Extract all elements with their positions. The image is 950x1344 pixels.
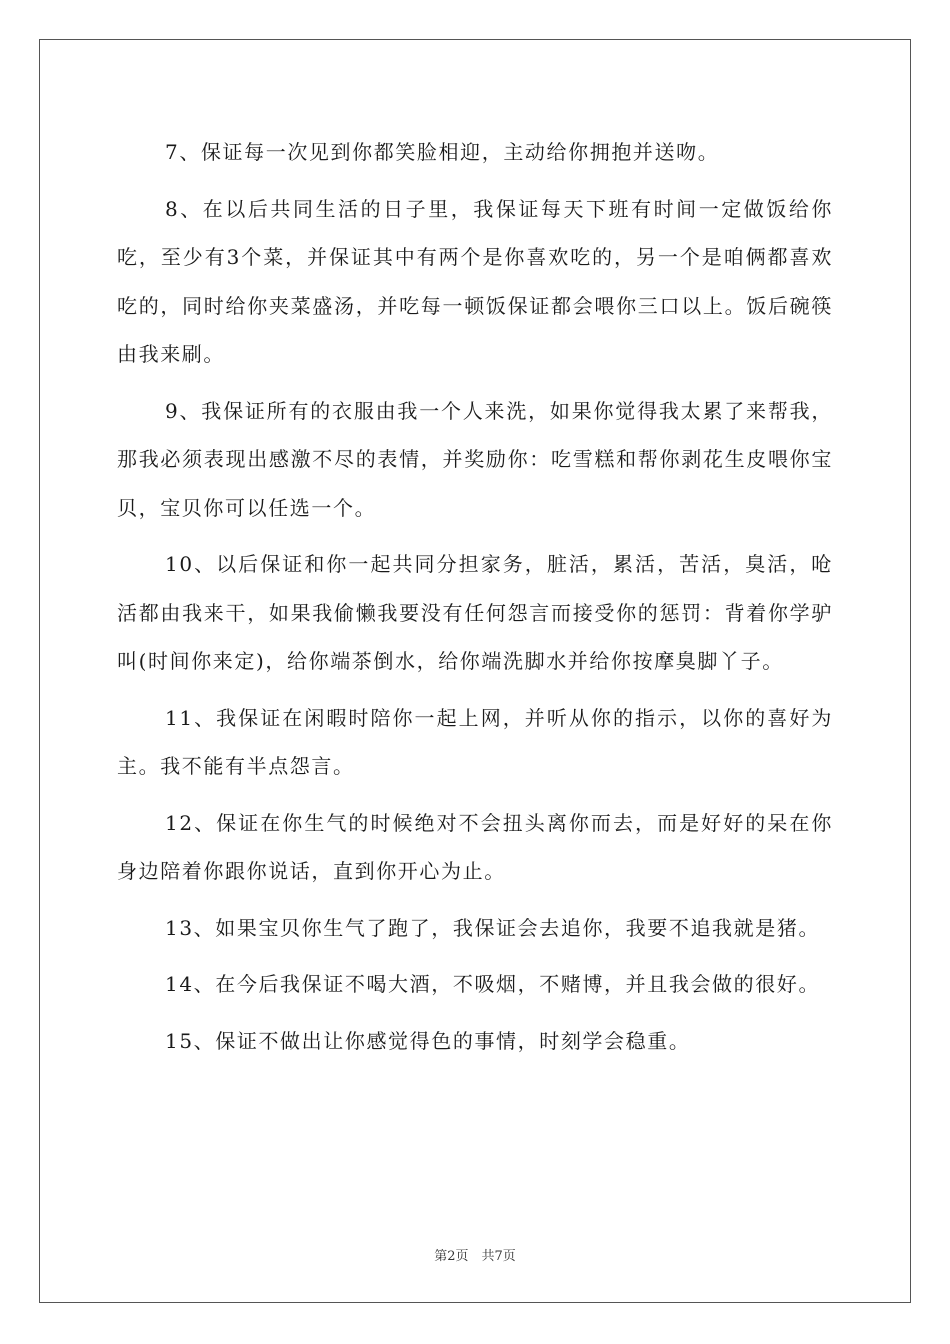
document-body <box>117 128 833 1073</box>
paragraph-14: 14、在今后我保证不喝大酒，不吸烟，不赌博，并且我会做的很好。 <box>165 972 821 996</box>
paragraph-7: 7、保证每一次见到你都笑脸相迎，主动给你拥抱并送吻。 <box>165 140 720 164</box>
paragraph-13: 13、如果宝贝你生气了跑了，我保证会去追你，我要不追我就是猪。 <box>165 915 821 940</box>
paragraph-12: 12、保证在你生气的时候绝对不会扭头离你而去，而是好好的呆在你身边陪着你跟你说话，直到你开心为止。 <box>117 810 833 883</box>
paragraph-15: 15、保证不做出让你感觉得色的事情，时刻学会稳重。 <box>165 1028 691 1053</box>
page-number-footer: 第2页 共7页 <box>434 1249 516 1264</box>
paragraph-10: 10、以后保证和你一起共同分担家务，脏活，累活，苦活，臭活，呛活都由我来干，如果我偷懒我要没有任何怨言而接受你的惩罚：背着你学驴叫(时间你来定)，给你端茶倒水，给你端洗脚水并给你按摩臭脚丫子。 <box>117 552 833 673</box>
paragraph-11: 11、我保证在闲暇时陪你一起上网，并听从你的指示，以你的喜好为主。我不能有半点怨言。 <box>117 705 833 778</box>
paragraph-9: 9、我保证所有的衣服由我一个人来洗，如果你觉得我太累了来帮我，那我必须表现出感激不尽的表情，并奖励你：吃雪糕和帮你剥花生皮喂你宝贝，宝贝你可以任选一个。 <box>117 398 833 520</box>
paragraph-8: 8、在以后共同生活的日子里，我保证每天下班有时间一定做饭给你吃，至少有3个菜，并保证其中有两个是你喜欢吃的，另一个是咱俩都喜欢吃的，同时给你夹菜盛汤，并吃每一顿饭保证都会喂你三口以上。饭后碗筷由我来刷。 <box>117 196 833 366</box>
